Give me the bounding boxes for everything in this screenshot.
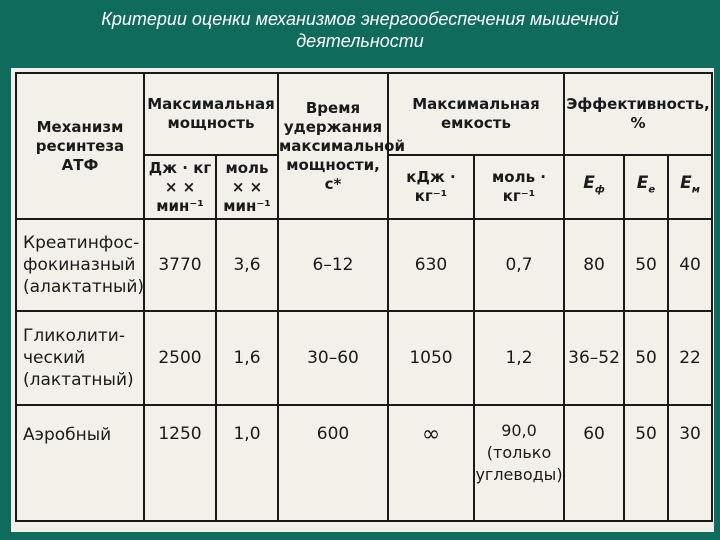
table-row: [16, 219, 712, 311]
efficiency-m-cell: 40: [668, 219, 712, 311]
capacity-kj-cell: 630: [388, 219, 474, 311]
slide-title-line-2: деятельности: [296, 31, 424, 51]
efficiency-e-header: $Е_е$: [624, 155, 668, 219]
table-header-row: [16, 73, 712, 155]
efficiency-e-cell: 50: [624, 405, 668, 521]
efficiency-m-header: $Е_м$: [668, 155, 712, 219]
capacity-kj-cell: ∞: [388, 405, 474, 521]
power-mol-cell: 1,0: [216, 405, 278, 521]
unit-power-mol: моль × × мин⁻¹: [216, 155, 278, 219]
hold-time-cell: 6–12: [278, 219, 388, 311]
energy-mechanisms-table: [15, 72, 713, 522]
unit-capacity-kj: кДж · кг⁻¹: [388, 155, 474, 219]
efficiency-m-cell: 30: [668, 405, 712, 521]
capacity-mol-cell: 90,0 (только углеводы): [474, 405, 564, 521]
table-row: [16, 405, 712, 521]
efficiency-f-cell: 80: [564, 219, 624, 311]
efficiency-f-header: $Е_ф$: [564, 155, 624, 219]
efficiency-m-cell: 22: [668, 311, 712, 405]
hold-time-cell: 600: [278, 405, 388, 521]
capacity-mol-cell: 0,7: [474, 219, 564, 311]
unit-power-j: Дж · кг × × мин⁻¹: [144, 155, 216, 219]
hold-time-cell: 30–60: [278, 311, 388, 405]
efficiency-f-cell: 36–52: [564, 311, 624, 405]
slide-title-line-1: Критерии оценки механизмов энергообеспечения мышечной: [101, 9, 619, 29]
efficiency-e-cell: 50: [624, 311, 668, 405]
capacity-mol-cell: 1,2: [474, 311, 564, 405]
power-j-cell: 3770: [144, 219, 216, 311]
power-j-cell: 2500: [144, 311, 216, 405]
header-efficiency: Эффективность, %: [564, 73, 712, 155]
power-mol-cell: 1,6: [216, 311, 278, 405]
power-mol-cell: 3,6: [216, 219, 278, 311]
table-row: [16, 311, 712, 405]
slide-title: [0, 8, 720, 52]
power-j-cell: 1250: [144, 405, 216, 521]
efficiency-e-cell: 50: [624, 219, 668, 311]
scanned-table-sheet: [11, 68, 714, 532]
mechanism-cell: Гликолити- ческий (лактатный): [16, 311, 144, 405]
unit-capacity-mol: моль · кг⁻¹: [474, 155, 564, 219]
header-max-capacity: Максимальная емкость: [388, 73, 564, 155]
efficiency-f-cell: 60: [564, 405, 624, 521]
header-hold-time: Время удержания максимальной мощности, с*: [278, 73, 388, 219]
header-mechanism: Механизм ресинтеза АТФ: [16, 73, 144, 219]
mechanism-cell: Аэробный: [16, 405, 144, 521]
header-max-power: Максимальная мощность: [144, 73, 278, 155]
mechanism-cell: Креатинфос- фокиназный (алактатный): [16, 219, 144, 311]
capacity-kj-cell: 1050: [388, 311, 474, 405]
